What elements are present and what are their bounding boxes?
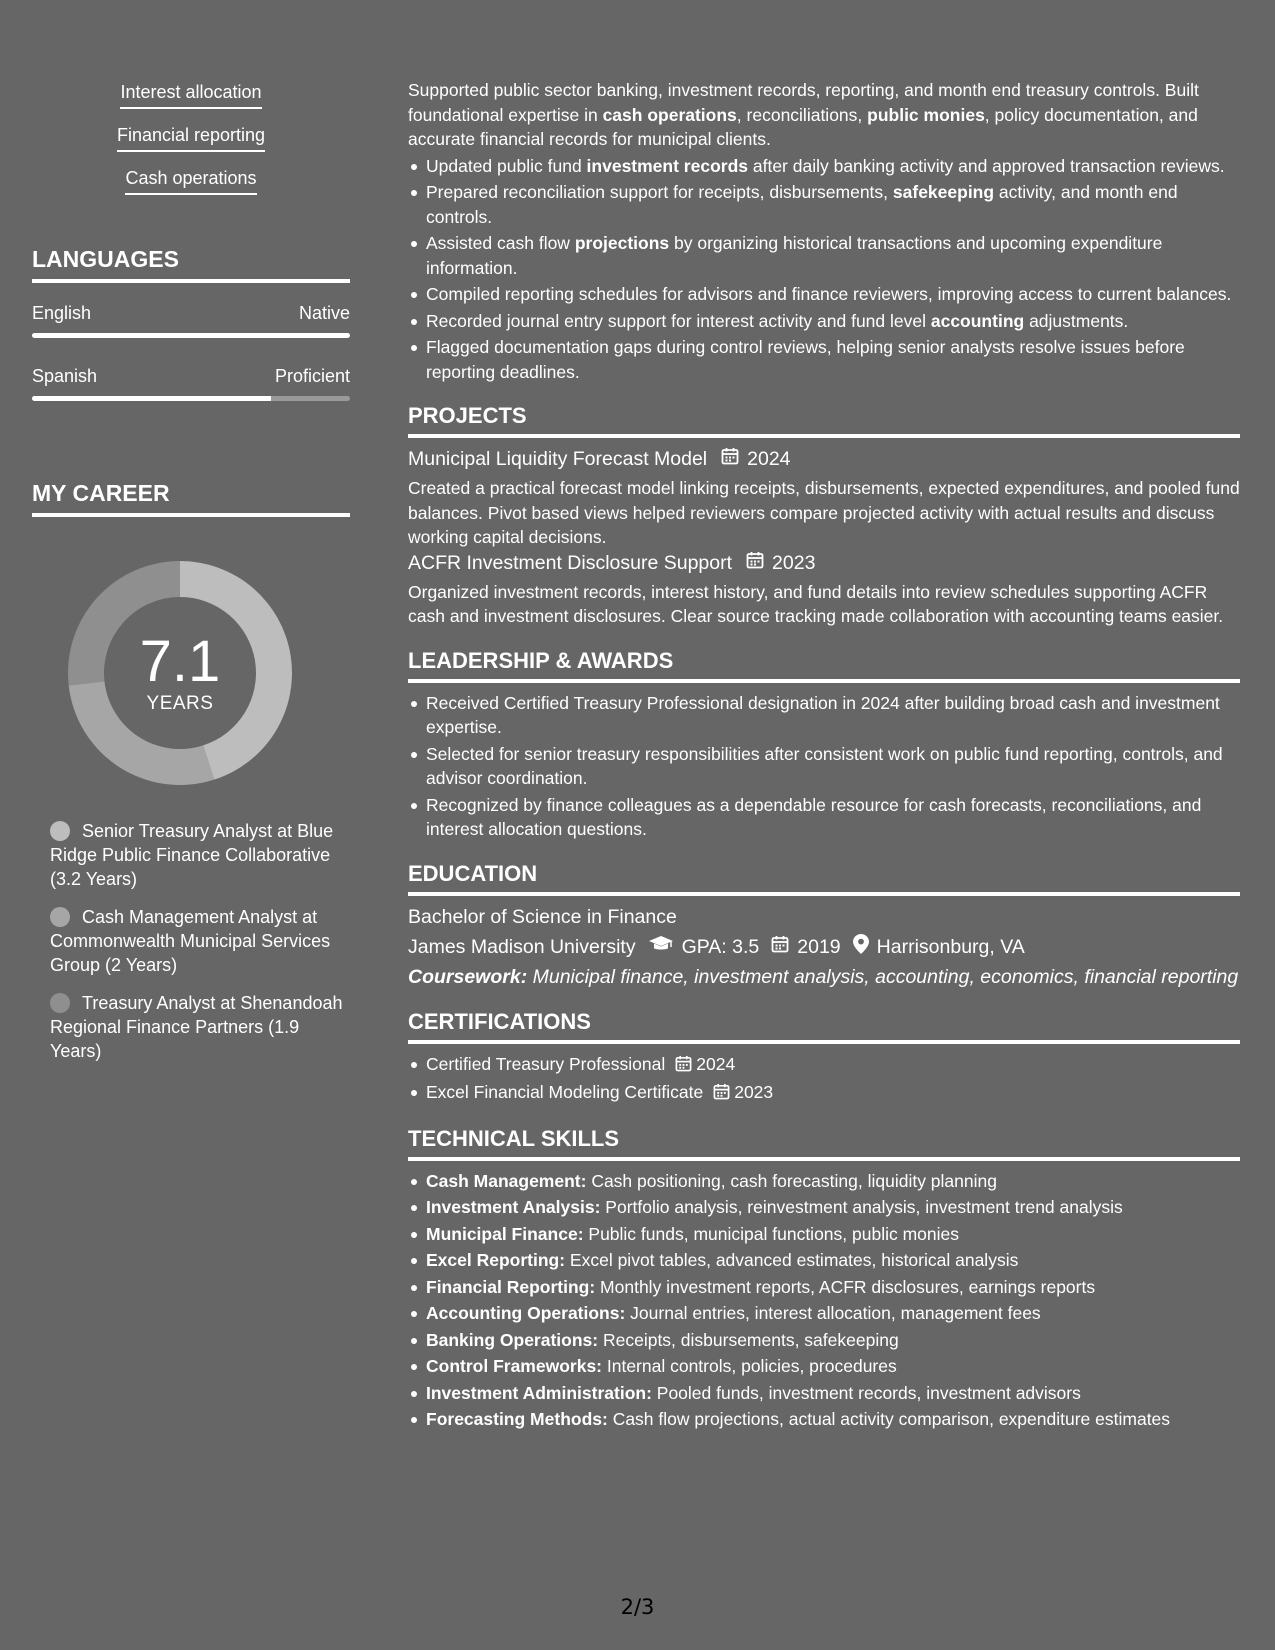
language-level: Proficient xyxy=(274,366,350,386)
career-dot-icon xyxy=(50,821,70,841)
skill-value: Receipts, disbursements, safekeeping xyxy=(598,1329,899,1350)
skill-item xyxy=(426,1381,1240,1406)
career-item xyxy=(50,991,350,1063)
skill-tag: Cash operations xyxy=(125,166,256,195)
experience-bullet: Updated public fund investment records after daily banking activity and approved transaction reviews. xyxy=(426,154,1240,179)
skill-label: Banking Operations: xyxy=(426,1329,599,1350)
coursework-text: Municipal finance, investment analysis, accounting, economics, financial reporting xyxy=(527,965,1239,988)
project-title: ACFR Investment Disclosure Support xyxy=(408,551,733,574)
language-name: English xyxy=(32,303,92,323)
page-number: 2/3 xyxy=(620,1595,655,1619)
experience-bullet: Prepared reconciliation support for receipts, disbursements, safekeeping activity, and month end controls. xyxy=(426,180,1240,229)
skill-tag: Interest allocation xyxy=(120,80,261,109)
certification-name: Excel Financial Modeling Certificate xyxy=(426,1082,704,1102)
skill-item xyxy=(426,1169,1240,1194)
language-item xyxy=(32,301,350,338)
project-item xyxy=(408,446,1240,550)
language-bar-fill xyxy=(32,396,271,401)
certification-item xyxy=(426,1080,1240,1107)
school-name: James Madison University xyxy=(408,936,636,958)
career-heading: MY CAREER xyxy=(32,479,350,517)
career-list xyxy=(32,819,350,1063)
calendar-icon xyxy=(721,446,739,472)
education-heading: EDUCATION xyxy=(408,860,1240,896)
career-label: Cash Management Analyst at Commonwealth Municipal Services Group (2 Years) xyxy=(50,907,331,975)
career-item xyxy=(50,819,350,891)
career-total: 7.1 xyxy=(139,629,221,694)
skills-list xyxy=(408,1169,1240,1432)
skill-value: Internal controls, policies, procedures xyxy=(602,1356,897,1376)
calendar-icon xyxy=(771,934,789,960)
language-bar xyxy=(32,333,350,338)
skill-item xyxy=(426,1248,1240,1273)
skill-item xyxy=(426,1328,1240,1353)
calendar-icon xyxy=(675,1054,692,1079)
certification-item xyxy=(426,1052,1240,1079)
experience-bullet: Assisted cash flow projections by organizing historical transactions and upcoming expenditure information. xyxy=(426,231,1240,280)
career-item xyxy=(50,905,350,977)
project-item xyxy=(408,550,1240,629)
project-year: 2024 xyxy=(747,448,791,470)
calendar-icon xyxy=(746,550,764,576)
skill-item xyxy=(426,1195,1240,1220)
sidebar xyxy=(32,80,350,1077)
languages-heading: LANGUAGES xyxy=(32,245,350,283)
leadership-item: Received Certified Treasury Professional designation in 2024 after building broad cash and investment expertise. xyxy=(426,691,1240,740)
certification-year: 2023 xyxy=(734,1082,774,1102)
skill-label: Investment Administration: xyxy=(426,1382,652,1403)
career-donut xyxy=(66,559,294,787)
leadership-list xyxy=(408,691,1240,842)
project-description: Created a practical forecast model linking receipts, disbursements, expected expenditures, and pooled fund balances. Pivot based views helped reviewers compare projected activity with actual results and discuss working capital decisions. xyxy=(408,478,1240,547)
language-bar-fill xyxy=(32,333,350,338)
skill-tags xyxy=(32,80,350,195)
language-level: Native xyxy=(298,303,350,323)
project-year: 2023 xyxy=(772,551,816,574)
skill-item xyxy=(426,1222,1240,1247)
skill-value: Cash flow projections, actual activity comparison, expenditure estimates xyxy=(607,1409,1171,1429)
main-content xyxy=(408,78,1240,1434)
career-dot-icon xyxy=(50,993,70,1013)
coursework xyxy=(408,965,1240,990)
skill-label: Municipal Finance: xyxy=(426,1223,584,1244)
gpa: GPA: 3.5 xyxy=(681,936,760,958)
career-dot-icon xyxy=(50,907,70,927)
experience-summary: Supported public sector banking, investment records, reporting, and month end treasury controls. Built foundational expertise in cash operations, reconciliations, public monies, policy documentation, and accurate financial records for municipal clients. xyxy=(408,80,1199,149)
skill-item xyxy=(426,1407,1240,1432)
skill-label: Financial Reporting: xyxy=(426,1276,596,1297)
location-pin-icon xyxy=(853,934,869,961)
projects-heading: PROJECTS xyxy=(408,402,1240,438)
experience-bullet: Recorded journal entry support for interest activity and fund level accounting adjustments. xyxy=(426,309,1240,334)
skills-heading: TECHNICAL SKILLS xyxy=(408,1125,1240,1161)
certifications-list xyxy=(408,1052,1240,1107)
skill-label: Control Frameworks: xyxy=(426,1356,602,1376)
skill-value: Pooled funds, investment records, investment advisors xyxy=(651,1382,1081,1403)
graduation-year: 2019 xyxy=(797,936,841,958)
certifications-heading: CERTIFICATIONS xyxy=(408,1008,1240,1044)
career-label: Senior Treasury Analyst at Blue Ridge Public Finance Collaborative (3.2 Years) xyxy=(50,821,334,889)
leadership-item: Selected for senior treasury responsibilities after consistent work on public fund reporting, controls, and advisor coordination. xyxy=(426,742,1240,791)
experience-bullets xyxy=(408,154,1240,385)
leadership-heading: LEADERSHIP & AWARDS xyxy=(408,647,1240,683)
skill-label: Investment Analysis: xyxy=(426,1197,601,1217)
certification-year: 2024 xyxy=(696,1053,736,1074)
coursework-label: Coursework: xyxy=(408,965,528,988)
degree-title: Bachelor of Science in Finance xyxy=(408,905,677,928)
language-name: Spanish xyxy=(32,366,98,386)
project-title: Municipal Liquidity Forecast Model xyxy=(408,448,708,470)
education-meta xyxy=(408,934,1240,961)
graduation-cap-icon xyxy=(648,934,674,960)
career-unit: YEARS xyxy=(146,693,214,714)
skill-label: Cash Management: xyxy=(426,1170,587,1191)
skill-item xyxy=(426,1275,1240,1300)
skill-tag: Financial reporting xyxy=(117,123,265,152)
language-bar xyxy=(32,396,350,401)
skill-value: Excel pivot tables, advanced estimates, historical analysis xyxy=(565,1250,1019,1270)
skill-value: Portfolio analysis, reinvestment analysis, investment trend analysis xyxy=(600,1197,1123,1217)
experience-bullet: Flagged documentation gaps during control reviews, helping senior analysts resolve issues before reporting deadlines. xyxy=(426,335,1240,384)
leadership-item: Recognized by finance colleagues as a dependable resource for cash forecasts, reconciliations, and interest allocation questions. xyxy=(426,793,1240,842)
skill-value: Public funds, municipal functions, public monies xyxy=(583,1223,960,1244)
skill-item xyxy=(426,1354,1240,1379)
project-description: Organized investment records, interest history, and fund details into review schedules supporting ACFR cash and investment disclosures. Clear source tracking made collaboration with accounting teams easier. xyxy=(408,581,1224,626)
certification-name: Certified Treasury Professional xyxy=(426,1053,666,1074)
skill-label: Accounting Operations: xyxy=(426,1303,626,1323)
skill-value: Journal entries, interest allocation, management fees xyxy=(625,1303,1041,1323)
school-location: Harrisonburg, VA xyxy=(876,936,1025,958)
language-item xyxy=(32,364,350,401)
career-label: Treasury Analyst at Shenandoah Regional Finance Partners (1.9 Years) xyxy=(50,993,343,1061)
skill-item xyxy=(426,1301,1240,1326)
experience-bullet: Compiled reporting schedules for advisors and finance reviewers, improving access to current balances. xyxy=(426,282,1240,307)
skill-value: Cash positioning, cash forecasting, liquidity planning xyxy=(586,1170,997,1191)
skill-label: Forecasting Methods: xyxy=(426,1409,608,1429)
skill-label: Excel Reporting: xyxy=(426,1250,566,1270)
calendar-icon xyxy=(713,1082,730,1107)
skill-value: Monthly investment reports, ACFR disclosures, earnings reports xyxy=(595,1276,1096,1297)
